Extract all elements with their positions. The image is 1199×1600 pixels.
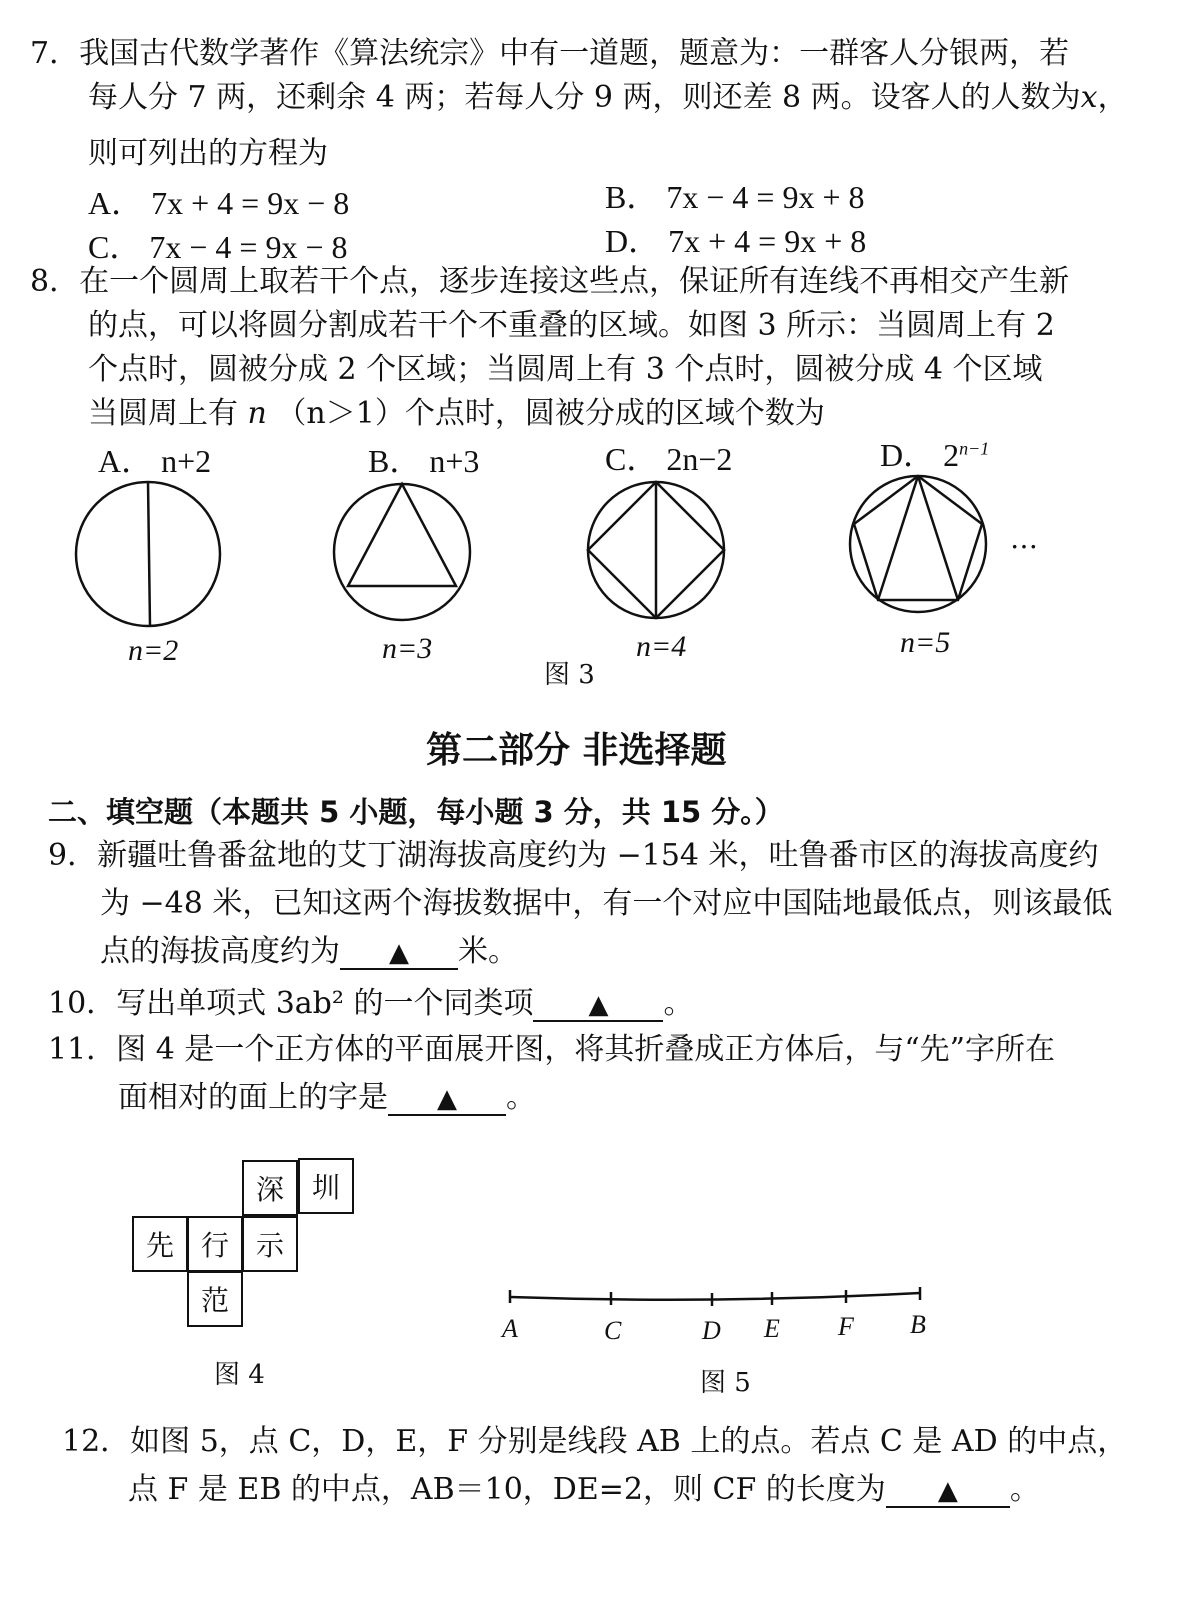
q8-option-d-exponent: n−1 [959, 438, 990, 459]
point-c-label: C [604, 1316, 622, 1345]
figure-3-ellipsis: … [1010, 522, 1038, 555]
q7-line3: 则可列出的方程为 [88, 136, 328, 171]
q8-line2: 的点，可以将圆分割成若干个不重叠的区域。如图 3 所示：当圆周上有 2 [88, 308, 1055, 343]
q11-line2 [118, 1078, 536, 1118]
segment-ab [510, 1293, 920, 1300]
label-n4: n=4 [636, 630, 687, 663]
q7-option-b[interactable]: B． 7x − 4 = 9x + 8 [605, 179, 865, 215]
q12-line1: 12．如图 5，点 C，D，E，F 分别是线段 AB 上的点。若点 C 是 AD 的中点， [62, 1424, 1128, 1459]
q8-option-d-base: D． 2 [880, 437, 960, 473]
net-cell-xing: 行 [187, 1216, 243, 1272]
q9-line3 [100, 932, 518, 972]
part-2-title: 第二部分 非选择题 [426, 730, 727, 771]
q7-line1: 7．我国古代数学著作《算法统宗》中有一道题，题意为：一群客人分银两，若 [30, 36, 1070, 71]
q11-line2-text: 面相对的面上的字是 [118, 1080, 388, 1115]
q9-line1: 9．新疆吐鲁番盆地的艾丁湖海拔高度约为 −154 米，吐鲁番市区的海拔高度约 [48, 838, 1099, 873]
net-cell-shen: 深 [242, 1160, 298, 1216]
point-e-label: E [764, 1314, 780, 1343]
q9-line2: 为 −48 米，已知这两个海拔数据中，有一个对应中国陆地最低点，则该最低 [100, 886, 1113, 921]
q9-line3-end: 米。 [458, 934, 518, 969]
figure-5-caption: 图 5 [700, 1368, 751, 1398]
net-cell-fan: 范 [187, 1271, 243, 1327]
q8-line1: 8．在一个圆周上取若干个点，逐步连接这些点，保证所有连线不再相交产生新 [30, 264, 1070, 299]
figure-3-drawing [0, 0, 1199, 700]
q10-line [48, 984, 693, 1024]
q12-line2 [128, 1470, 1040, 1510]
q7-line2-end: ， [1097, 80, 1128, 115]
diagonal-n5-a [878, 476, 918, 600]
chord-n2 [148, 482, 150, 626]
q9-line3-text: 点的海拔高度约为 [100, 934, 340, 969]
net-cell-shi: 示 [242, 1216, 298, 1272]
q8-option-a[interactable]: A． n+2 [98, 443, 212, 479]
q7-option-a[interactable]: A． 7x + 4 = 9x − 8 [88, 185, 350, 221]
net-cell-zhen: 圳 [298, 1158, 354, 1214]
label-n2: n=2 [128, 634, 179, 667]
q7-line2-text: 每人分 7 两，还剩余 4 两；若每人分 9 两，则还差 8 两。设客人的人数为 [88, 80, 1081, 115]
q7-option-d[interactable]: D． 7x + 4 = 9x + 8 [605, 223, 867, 259]
q12-answer-blank[interactable]: ▲ [886, 1476, 1010, 1508]
point-a-label: A [502, 1314, 518, 1343]
q8-line4-text-b: （n＞1）个点时，圆被分成的区域个数为 [276, 396, 825, 431]
point-d-label: D [702, 1316, 721, 1345]
q9-answer-blank[interactable]: ▲ [340, 938, 458, 970]
q10-end: 。 [663, 986, 694, 1021]
q8-option-c[interactable]: C． 2n−2 [605, 441, 733, 477]
q11-line1: 11．图 4 是一个正方体的平面展开图，将其折叠成正方体后，与“先”字所在 [48, 1032, 1056, 1067]
diagonal-n5-b [918, 476, 958, 600]
q7-variable-x: x [1080, 80, 1098, 115]
q8-option-b[interactable]: B． n+3 [368, 443, 480, 479]
label-n3: n=3 [382, 632, 433, 665]
q8-line3: 个点时，圆被分成 2 个区域；当圆周上有 3 个点时，圆被分成 4 个区域 [88, 352, 1043, 387]
q10-answer-blank[interactable]: ▲ [533, 990, 663, 1022]
figure-3-caption: 图 3 [544, 660, 595, 690]
q11-answer-blank[interactable]: ▲ [388, 1084, 506, 1116]
label-n5: n=5 [900, 626, 951, 659]
q8-line4-text-a: 当圆周上有 [88, 396, 238, 431]
circle-n5 [850, 476, 986, 612]
pentagon-n5 [854, 476, 982, 600]
q11-line2-end: 。 [506, 1080, 536, 1115]
figure-4-caption: 图 4 [214, 1360, 265, 1390]
triangle-n3 [348, 484, 456, 586]
point-f-label: F [838, 1312, 854, 1341]
q10-text: 10．写出单项式 3ab² 的一个同类项 [48, 986, 534, 1021]
section-2-heading: 二、填空题（本题共 5 小题，每小题 3 分，共 15 分。） [48, 795, 784, 829]
point-b-label: B [910, 1310, 926, 1339]
q12-line2-text: 点 F 是 EB 的中点，AB＝10，DE=2，则 CF 的长度为 [128, 1472, 886, 1507]
q7-option-c[interactable]: C． 7x − 4 = 9x − 8 [88, 229, 348, 265]
circle-n3 [334, 484, 470, 620]
q8-variable-n: n [247, 396, 267, 431]
net-cell-xian: 先 [132, 1216, 188, 1272]
q12-line2-end: 。 [1009, 1472, 1040, 1507]
